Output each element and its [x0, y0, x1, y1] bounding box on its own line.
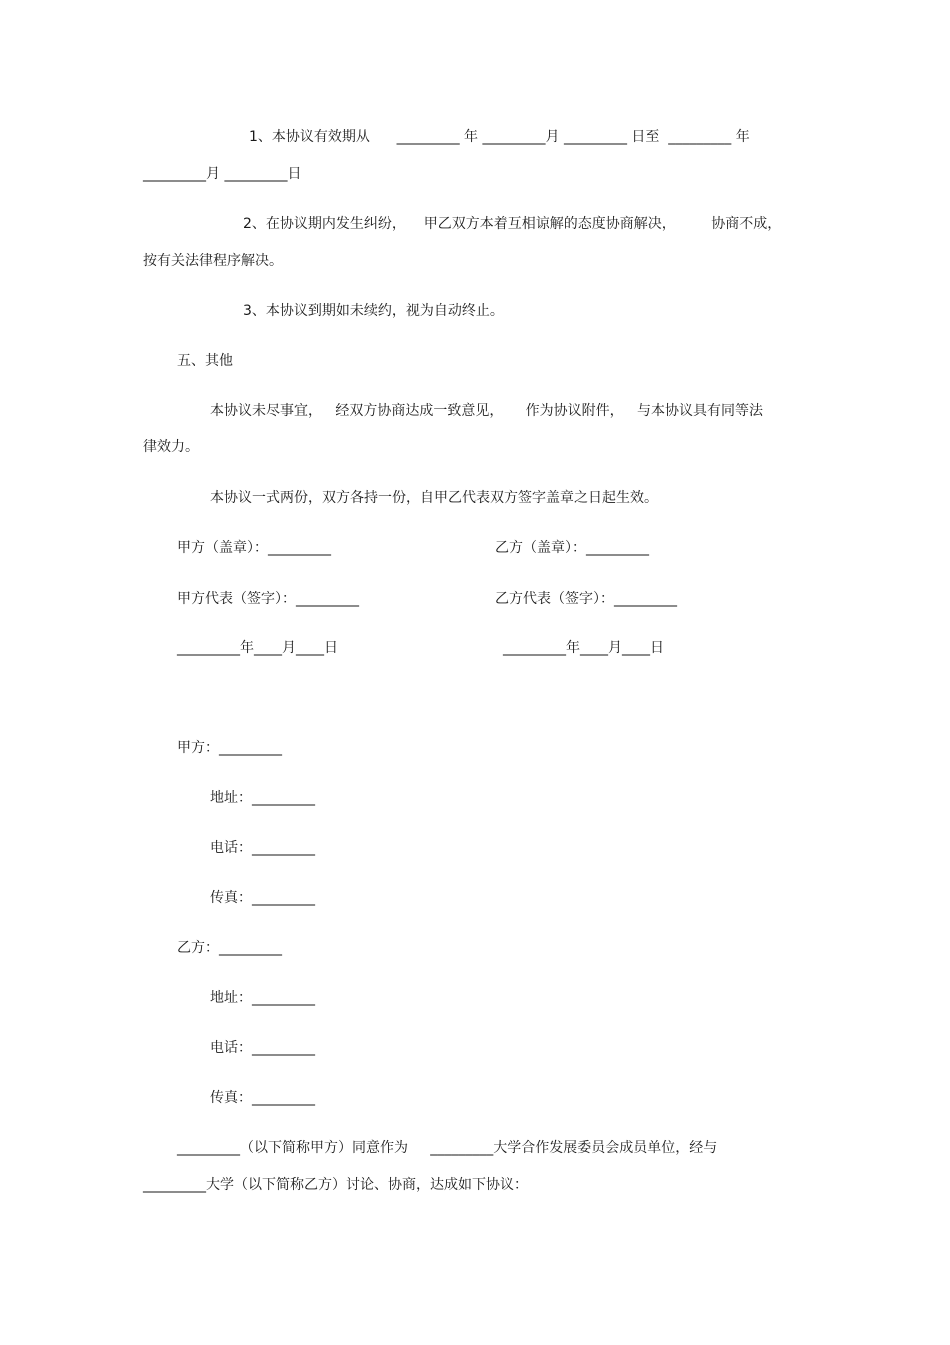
term-clause-line2: _________月 _________日: [143, 166, 302, 182]
supplement-clause-line1: 本协议未尽事宜， 经双方协商达成一致意见， 作为协议附件， 与本协议具有同等法: [210, 403, 763, 419]
party-a-date-line: _________年____月____日: [177, 640, 338, 656]
party-b-address-line: 地址：_________: [210, 990, 315, 1006]
party-a-seal-line: 甲方（盖章）：_________: [177, 540, 331, 556]
party-a-fax-line: 传真：_________: [210, 890, 315, 906]
dispute-clause-line2: 按有关法律程序解决。: [143, 253, 283, 269]
copies-clause: 本协议一式两份，双方各持一份，自甲乙代表双方签字盖章之日起生效。: [210, 490, 658, 506]
party-b-name-line: 乙方：_________: [177, 940, 282, 956]
term-clause-line1: 1、本协议有效期从 _________ 年 _________月 _________ 日至 _________ 年: [249, 129, 750, 145]
supplement-clause-line2: 律效力。: [143, 439, 199, 455]
section-five-heading: 五、其他: [177, 353, 233, 369]
party-b-seal-line: 乙方（盖章）：_________: [495, 540, 649, 556]
party-b-phone-line: 电话：_________: [210, 1040, 315, 1056]
intro-paragraph-line1: _________（以下简称甲方）同意作为 _________大学合作发展委员会成员单位，经与: [177, 1140, 718, 1156]
party-a-phone-line: 电话：_________: [210, 840, 315, 856]
party-b-date-line: _________年____月____日: [503, 640, 664, 656]
party-a-rep-line: 甲方代表（签字）：_________: [177, 591, 359, 607]
party-a-address-line: 地址：_________: [210, 790, 315, 806]
dispute-clause-line1: 2、在协议期内发生纠纷， 甲乙双方本着互相谅解的态度协商解决， 协商不成，: [243, 216, 782, 232]
party-b-fax-line: 传真：_________: [210, 1090, 315, 1106]
expiry-clause: 3、本协议到期如未续约，视为自动终止。: [243, 303, 504, 319]
intro-paragraph-line2: _________大学（以下简称乙方）讨论、协商，达成如下协议：: [143, 1177, 528, 1193]
party-a-name-line: 甲方：_________: [177, 740, 282, 756]
party-b-rep-line: 乙方代表（签字）：_________: [495, 591, 677, 607]
